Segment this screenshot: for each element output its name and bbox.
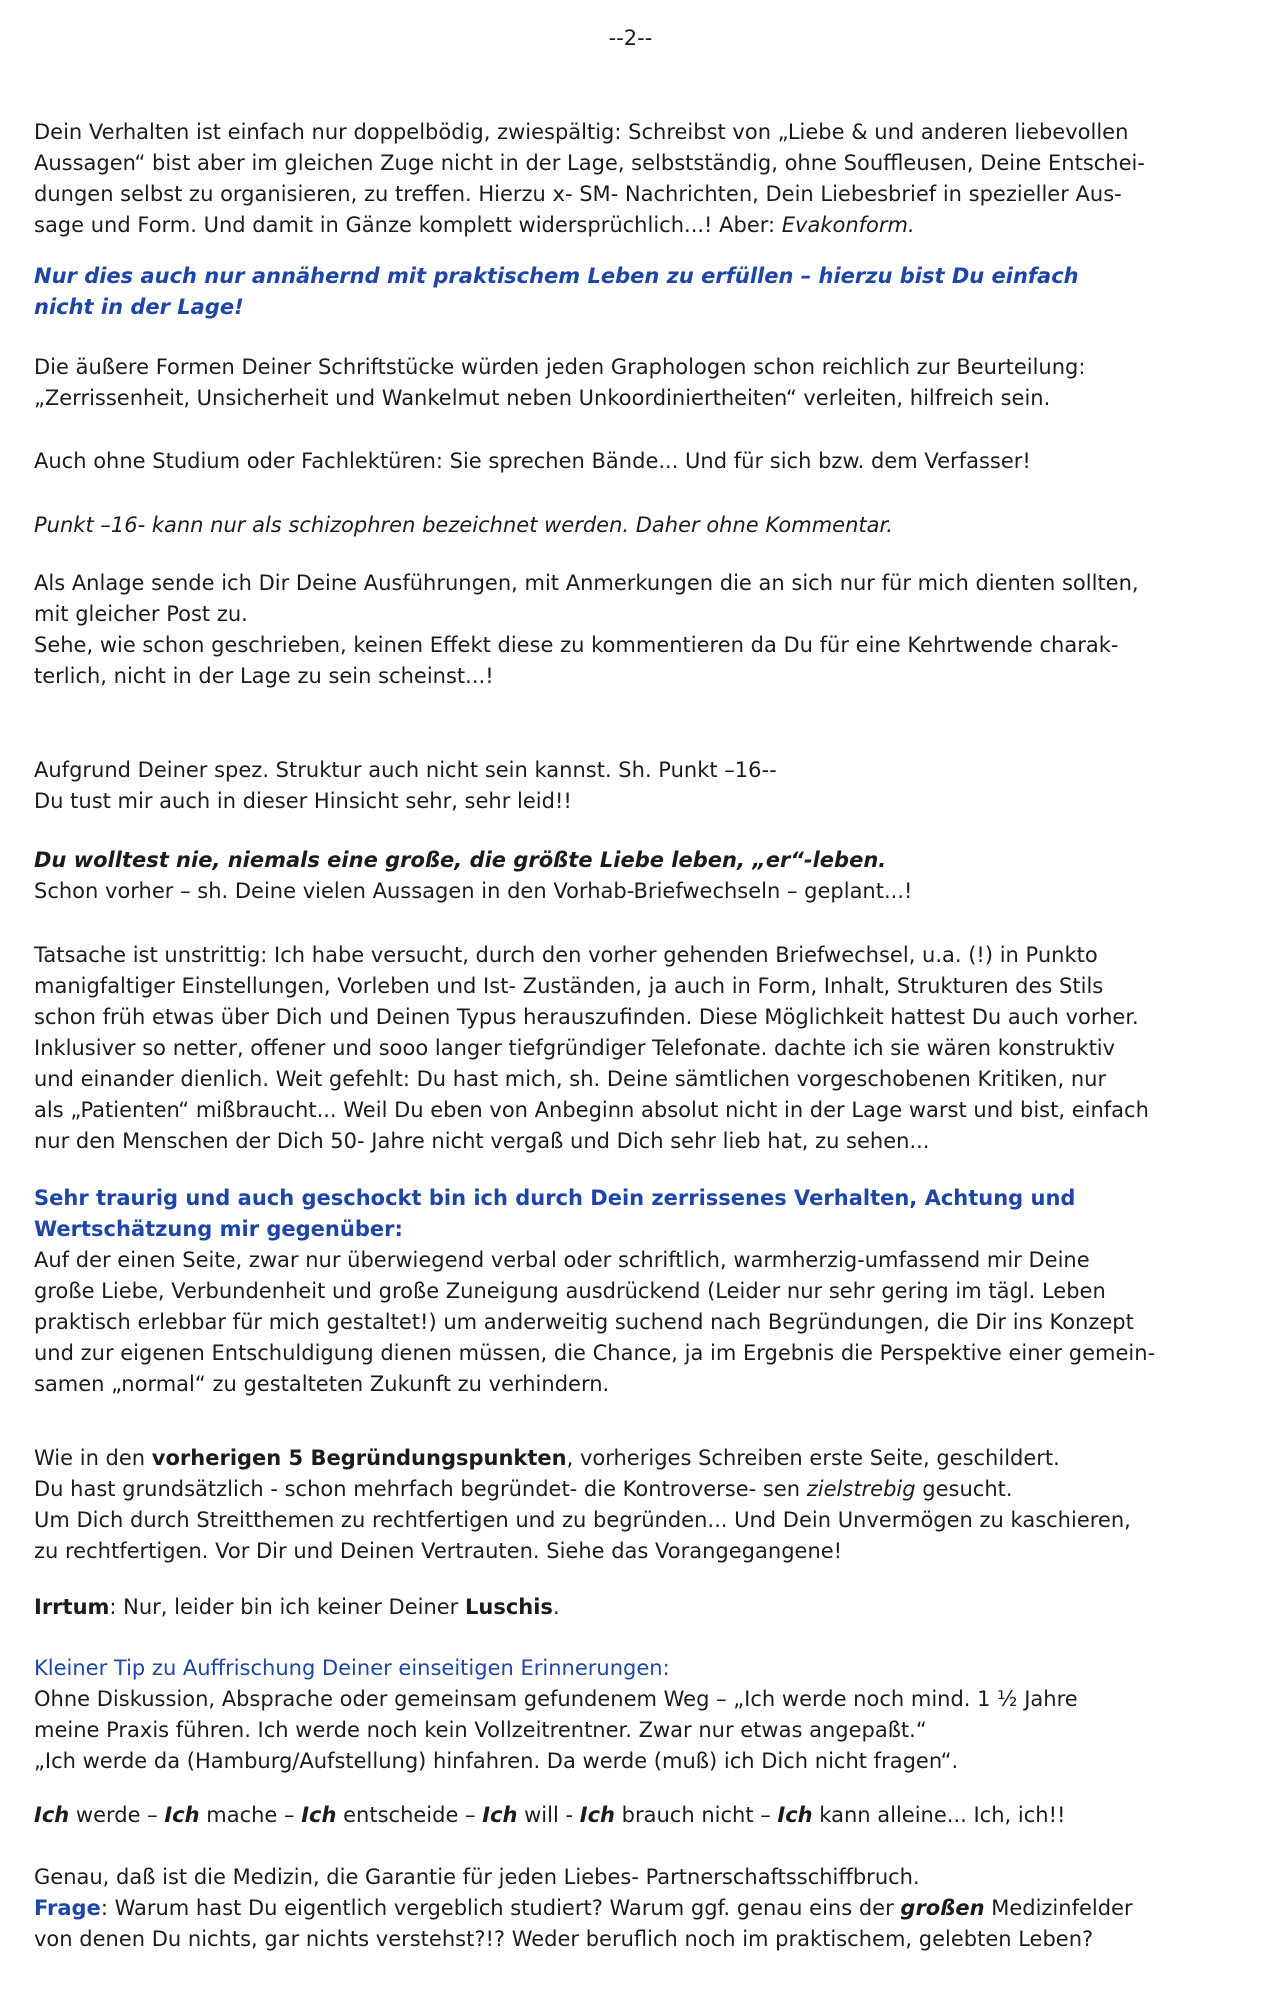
text-line: „Ich werde da (Hamburg/Aufstellung) hinfahren. Da werde (muß) ich Dich nicht fragen“. bbox=[34, 1749, 959, 1773]
text-line: terlich, nicht in der Lage zu sein scheinst...! bbox=[34, 664, 494, 688]
text-line: Ich werde – Ich mache – Ich entscheide – Ich will - Ich brauch nicht – Ich kann alleine... Ich, ich!! bbox=[34, 1803, 1066, 1827]
text-line: Als Anlage sende ich Dir Deine Ausführungen, mit Anmerkungen die an sich nur für mich dienten sollten, bbox=[34, 571, 1139, 595]
section-heading: Kleiner Tip zu Auffrischung Deiner einseitigen Erinnerungen: bbox=[34, 1656, 670, 1680]
section-heading: Sehr traurig und auch geschockt bin ich durch Dein zerrissenes Verhalten, Achtung und bbox=[34, 1186, 1076, 1210]
text-line: von denen Du nichts, gar nichts verstehst?!? Weder beruflich noch im praktischem, gelebten Leben? bbox=[34, 1927, 1094, 1951]
text-line: zu rechtfertigen. Vor Dir und Deinen Vertrauten. Siehe das Vorangegangene! bbox=[34, 1539, 843, 1563]
text-line: Um Dich durch Streitthemen zu rechtfertigen und zu begründen... Und Dein Unvermögen zu kaschieren, bbox=[34, 1508, 1131, 1532]
emphasis-heading: Du wolltest nie, niemals eine große, die größte Liebe leben, „er“-leben. bbox=[34, 848, 887, 872]
text-line: Auch ohne Studium oder Fachlektüren: Sie sprechen Bände... Und für sich bzw. dem Verfasser! bbox=[34, 449, 1031, 473]
paragraph-13 bbox=[34, 1653, 1224, 1777]
text-line: Frage: Warum hast Du eigentlich vergeblich studiert? Warum ggf. genau eins der großen Medizinfelder bbox=[34, 1896, 1133, 1920]
text-line: Punkt –16- kann nur als schizophren bezeichnet werden. Daher ohne Kommentar. bbox=[34, 513, 893, 537]
text-line: Sehe, wie schon geschrieben, keinen Effekt diese zu kommentieren da Du für eine Kehrtwende charak- bbox=[34, 633, 1119, 657]
paragraph-11 bbox=[34, 1443, 1224, 1567]
paragraph-14 bbox=[34, 1800, 1224, 1831]
text-line: Wie in den vorherigen 5 Begründungspunkten, vorheriges Schreiben erste Seite, geschildert. bbox=[34, 1446, 1060, 1470]
text-line: Schon vorher – sh. Deine vielen Aussagen in den Vorhab-Briefwechseln – geplant...! bbox=[34, 879, 913, 903]
text-line: Aufgrund Deiner spez. Struktur auch nicht sein kannst. Sh. Punkt –16-- bbox=[34, 758, 777, 782]
text-line: meine Praxis führen. Ich werde noch kein Vollzeitrentner. Zwar nur etwas angepaßt.“ bbox=[34, 1718, 927, 1742]
italic-term: zielstrebig bbox=[806, 1477, 916, 1501]
text-line: als „Patienten“ mißbraucht... Weil Du eben von Anbeginn absolut nicht in der Lage warst und bist, einfach bbox=[34, 1098, 1149, 1122]
text-line: mit gleicher Post zu. bbox=[34, 602, 248, 626]
paragraph-5 bbox=[34, 510, 1224, 541]
text-line: Die äußere Formen Deiner Schriftstücke würden jeden Graphologen schon reichlich zur Beurteilung: bbox=[34, 355, 1086, 379]
bold-term: Frage bbox=[34, 1896, 101, 1920]
text-line: samen „normal“ zu gestalteten Zukunft zu verhindern. bbox=[34, 1372, 610, 1396]
paragraph-6 bbox=[34, 568, 1224, 692]
text-line: Nur dies auch nur annähernd mit praktischem Leben zu erfüllen – hierzu bist Du einfach bbox=[34, 264, 1079, 288]
bold-term: Irrtum bbox=[34, 1595, 110, 1619]
text-line: Genau, daß ist die Medizin, die Garantie für jeden Liebes- Partnerschaftsschiffbruch. bbox=[34, 1865, 920, 1889]
paragraph-3 bbox=[34, 352, 1224, 414]
bold-term: Luschis bbox=[465, 1595, 553, 1619]
text-line: und zur eigenen Entschuldigung dienen müssen, die Chance, ja im Ergebnis die Perspektive einer gemein- bbox=[34, 1341, 1156, 1365]
paragraph-4 bbox=[34, 446, 1224, 477]
text-line: große Liebe, Verbundenheit und große Zuneigung ausdrückend (Leider nur sehr gering im tägl. Leben bbox=[34, 1279, 1106, 1303]
page-number: --2-- bbox=[608, 26, 653, 50]
paragraph-9 bbox=[34, 940, 1224, 1157]
text-line: manigfaltiger Einstellungen, Vorleben und Ist- Zuständen, ja auch in Form, Inhalt, Strukturen des Stils bbox=[34, 974, 1104, 998]
text-line: Dein Verhalten ist einfach nur doppelbödig, zwiespältig: Schreibst von „Liebe & und anderen liebevollen bbox=[34, 120, 1129, 144]
text-line: Du hast grundsätzlich - schon mehrfach begründet- die Kontroverse- sen zielstrebig gesucht. bbox=[34, 1477, 1013, 1501]
text-line: schon früh etwas über Dich und Deinen Typus herauszufinden. Diese Möglichkeit hattest Du auch vorher. bbox=[34, 1005, 1139, 1029]
text-line: Irrtum: Nur, leider bin ich keiner Deiner Luschis. bbox=[34, 1595, 560, 1619]
text-line: „Zerrissenheit, Unsicherheit und Wankelmut neben Unkoordiniertheiten“ verleiten, hilfreich sein. bbox=[34, 386, 1051, 410]
paragraph-8 bbox=[34, 845, 1224, 907]
text-line: Du tust mir auch in dieser Hinsicht sehr, sehr leid!! bbox=[34, 789, 572, 813]
text-line: Tatsache ist unstrittig: Ich habe versucht, durch den vorher gehenden Briefwechsel, u.a. (!) in Punkto bbox=[34, 943, 1098, 967]
paragraph-12 bbox=[34, 1592, 1224, 1623]
text-line: Inklusiver so netter, offener und sooo langer tiefgründiger Telefonate. dachte ich sie wären konstruktiv bbox=[34, 1036, 1116, 1060]
text-line: dungen selbst zu organisieren, zu treffen. Hierzu x- SM- Nachrichten, Dein Liebesbrief in spezieller Aus- bbox=[34, 182, 1122, 206]
text-line: nur den Menschen der Dich 50- Jahre nicht vergaß und Dich sehr lieb hat, zu sehen... bbox=[34, 1129, 930, 1153]
paragraph-15 bbox=[34, 1862, 1224, 1955]
text-line: und einander dienlich. Weit gefehlt: Du hast mich, sh. Deine sämtlichen vorgeschobenen Kritiken, nur bbox=[34, 1067, 1107, 1091]
highlight-statement bbox=[34, 261, 1224, 323]
paragraph-7 bbox=[34, 755, 1224, 817]
text-line: Auf der einen Seite, zwar nur überwiegend verbal oder schriftlich, warmherzig-umfassend mir Deine bbox=[34, 1248, 1090, 1272]
text-line: Ohne Diskussion, Absprache oder gemeinsam gefundenem Weg – „Ich werde noch mind. 1 ½ Jahre bbox=[34, 1687, 1078, 1711]
bold-term: vorherigen 5 Begründungspunkten bbox=[151, 1446, 567, 1470]
text-line: nicht in der Lage! bbox=[34, 295, 244, 319]
text-line: sage und Form. Und damit in Gänze komplett widersprüchlich...! Aber: Evakonform. bbox=[34, 213, 915, 237]
text-line: praktisch erlebbar für mich gestaltet!) um anderweitig suchend nach Begründungen, die Dir ins Konzept bbox=[34, 1310, 1134, 1334]
text-line: Aussagen“ bist aber im gleichen Zuge nicht in der Lage, selbstständig, ohne Souffleusen, Deine Entschei- bbox=[34, 151, 1145, 175]
paragraph-10 bbox=[34, 1183, 1224, 1400]
paragraph-1 bbox=[34, 117, 1224, 241]
bold-italic-term: großen bbox=[900, 1896, 985, 1920]
italic-term: Evakonform. bbox=[781, 213, 915, 237]
section-heading: Wertschätzung mir gegenüber: bbox=[34, 1217, 403, 1241]
